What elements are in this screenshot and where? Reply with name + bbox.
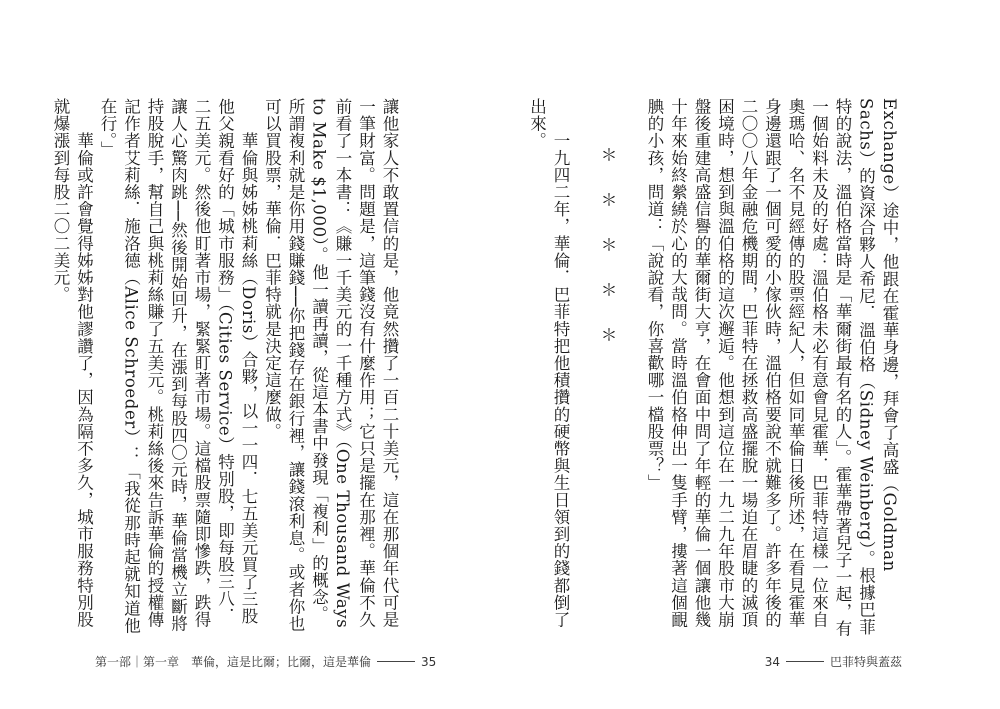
right-page-body [525, 98, 901, 638]
footer-rule [377, 661, 415, 662]
left-running-footer [95, 653, 436, 670]
right-running-footer [765, 653, 902, 670]
page-number: 35 [421, 654, 437, 669]
left-page-body [49, 98, 402, 638]
paragraph: 華倫與姊姊桃莉絲（Doris）合夥，以一一四．七五美元買了三股他父親看好的「城市服務」（Cities Service）特別股，即每股三八．二五美元。然後他盯著市場，緊緊盯著市場。這檔股票隨即慘跌，跌得讓人心驚肉跳──然後開始回升，在漲到每股四〇元時，華倫當機立斷將持股脫手，幫自己與桃莉絲賺了五美元。桃莉絲後來告訴華倫的授權傳記作者艾莉絲．施洛德（Alice Schroeder）：「我從那時起就知道他在行。」 [98, 98, 258, 634]
right-page [500, 0, 1000, 709]
paragraph: 一九四二年，華倫．巴菲特把他積攢的硬幣與生日領到的錢都倒了出來。 [527, 98, 570, 629]
page-number: 34 [764, 654, 780, 669]
paragraph: Exchange）途中，他跟在霍華身邊，拜會了高盛（Goldman Sachs）的資深合夥人希尼．溫伯格（Sidney Weinberg）。根據巴菲特的說法，溫伯格當時是「華爾街最有名的人」。霍華帶著兒子一起，有一個始料未及的好處：溫伯格未必有意會見霍華．巴菲特這樣一位來自奧瑪哈、名不見經傳的股票經紀人，但如同華倫日後所述，在看見霍華身邊還跟了一個可愛的小傢伙時，溫伯格要說不就難多了。許多年後的二〇〇八年金融危機期間，巴菲特在拯救高盛擺脫一場迫在眉睫的滅頂困境時，想到與溫伯格的這次邂逅。他想到這位在一九二九年股市大崩盤後重建高盛信譽的華爾街大亨，在會面中問了年輕的華倫一個讓他幾十年來始終縈繞於心的大哉問。當時溫伯格伸出一隻手臂，摟著這個靦腆的小孩，問道：「說說看，你喜歡哪一檔股票？」 [645, 98, 899, 637]
chapter-label: 第一部｜第一章 華倫，這是比爾；比爾，這是華倫 [95, 655, 372, 669]
paragraph: 華倫或許會覺得姊姊對他謬讚了，因為隔不多久，城市服務特別股就爆漲到每股二〇二美元。 [51, 98, 94, 629]
book-title: 巴菲特與蓋茲 [829, 655, 902, 669]
section-break: ＊ ＊ ＊ ＊ ＊ [598, 146, 617, 349]
paragraph: 讓他家人不敢置信的是，他竟然攢了一百二十美元，這在那個年代可是一筆財富。問題是，這筆錢沒有什麼作用；它只是擺在那裡。華倫不久前看了一本書：《賺一千美元的一千種方式》（One Thousand Ways to Make $1,000）。他一讀再讀，從這本書中發現「複利」的概念。所謂複利就是你用錢賺錢──你把錢存在銀行裡，讓錢滾利息。或者你也可以買股票，華倫．巴菲特就是決定這麼做。 [262, 98, 399, 635]
footer-rule [786, 661, 824, 662]
